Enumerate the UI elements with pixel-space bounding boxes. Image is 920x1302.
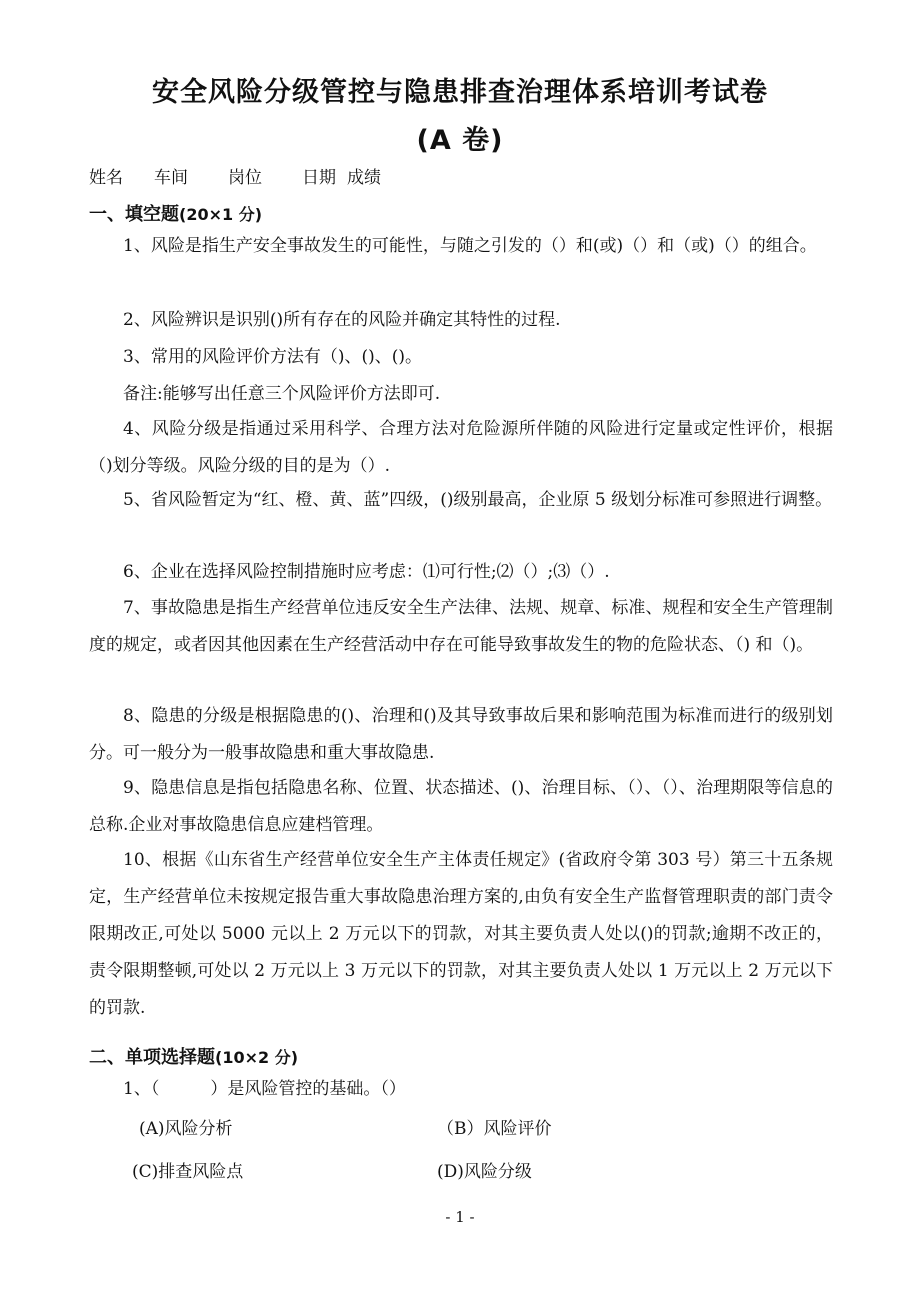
- choice-option-a: (A)风险分析: [139, 1119, 233, 1139]
- section1-heading: [89, 200, 262, 226]
- fill-question-5: 5、省风险暂定为“红、橙、黄、蓝”四级，()级别最高，企业原 5 级划分标准可参照进行调整。: [123, 490, 833, 510]
- section1-title: 一、填空题: [89, 204, 179, 225]
- fill-question-10: 10、根据《山东省生产经营单位安全生产主体责任规定》(省政府令第 303 号）第三十五条规定，生产经营单位未按规定报告重大事故隐患治理方案的,由负有安全生产监督管理职责的部门责令限期改正,可处以 5000 元以上 2 万元以下的罚款，对其主要负责人处以()的罚款;逾期不改正的，责令限期整顿,可处以 2 万元以上 3 万元以下的罚款，对其主要负责人处以 1 万元以上 2 万元以下的罚款.: [89, 850, 833, 1018]
- choice-question-1: 1、（ ）是风险管控的基础。（）: [123, 1079, 406, 1099]
- info-workshop-label: 车间: [154, 168, 188, 188]
- fill-question-2: 2、风险辨识是识别()所有存在的风险并确定其特性的过程.: [123, 310, 561, 330]
- section2-title: 二、单项选择题: [89, 1047, 215, 1068]
- info-name-label: 姓名: [89, 168, 123, 188]
- fill-question-6: 6、企业在选择风险控制措施时应考虑：⑴可行性;⑵（）;⑶（）.: [123, 562, 610, 582]
- choice-option-c: (C)排查风险点: [132, 1162, 244, 1182]
- fill-question-3-note: 备注:能够写出任意三个风险评价方法即可.: [123, 384, 441, 404]
- info-post-label: 岗位: [228, 168, 262, 188]
- page-number: - 1 -: [445, 1208, 475, 1226]
- fill-question-4: 4、风险分级是指通过采用科学、合理方法对危险源所伴随的风险进行定量或定性评价，根据（)划分等级。风险分级的目的是为（）.: [89, 419, 833, 476]
- student-info-line: [89, 163, 381, 188]
- info-score-label: 成绩: [347, 168, 381, 188]
- choice-option-b: （B）风险评价: [437, 1119, 552, 1139]
- fill-question-1: 1、风险是指生产安全事故发生的可能性，与随之引发的（）和(或)（）和（或)（）的组合。: [123, 236, 817, 256]
- section2-score: (10×2 分): [215, 1048, 299, 1067]
- fill-question-9: 9、隐患信息是指包括隐患名称、位置、状态描述、()、治理目标、（）、（）、治理期限等信息的总称.企业对事故隐患信息应建档管理。: [89, 778, 833, 835]
- section1-score: (20×1 分): [179, 205, 263, 224]
- exam-subtitle: (A 卷): [416, 125, 504, 156]
- info-date-label: 日期: [302, 168, 336, 188]
- choice-option-d: (D)风险分级: [437, 1162, 532, 1182]
- section2-heading: [89, 1043, 298, 1069]
- fill-question-8: 8、隐患的分级是根据隐患的()、治理和()及其导致事故后果和影响范围为标准而进行的级别划分。可一般分为一般事故隐患和重大事故隐患.: [89, 706, 833, 763]
- exam-title: 安全风险分级管控与隐患排查治理体系培训考试卷: [152, 77, 768, 108]
- fill-question-3: 3、常用的风险评价方法有（)、()、()。: [123, 347, 422, 367]
- fill-question-7: 7、事故隐患是指生产经营单位违反安全生产法律、法规、规章、标准、规程和安全生产管理制度的规定，或者因其他因素在生产经营活动中存在可能导致事故发生的物的危险状态、（) 和（)。: [89, 598, 833, 655]
